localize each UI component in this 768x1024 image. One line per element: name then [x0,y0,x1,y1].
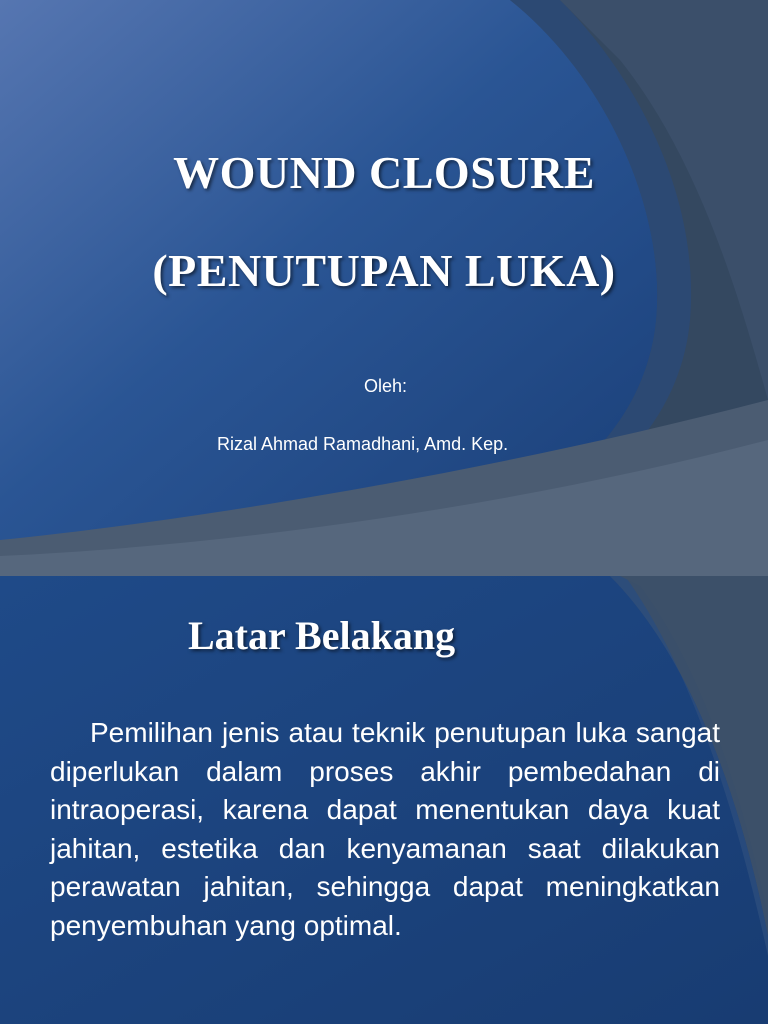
slide-body-paragraph: Pemilihan jenis atau teknik penutupan luka sangat diperlukan dalam proses akhir pembedahan di intraoperasi, karena dapat menentukan daya kuat jahitan, estetika dan kenyamanan saat dilakukan perawatan jahitan, sehingga dapat meningkatkan penyembuhan yang optimal. [50,717,720,941]
slide-title-line-1: WOUND CLOSURE [173,147,595,198]
slide-title-line-2: (PENUTUPAN LUKA) [152,245,616,296]
byline-label: Oleh: [364,376,408,396]
content-slide [0,576,768,1024]
slide-heading: Latar Belakang [188,613,456,658]
author-name: Rizal Ahmad Ramadhani, Amd. Kep. [217,434,509,454]
